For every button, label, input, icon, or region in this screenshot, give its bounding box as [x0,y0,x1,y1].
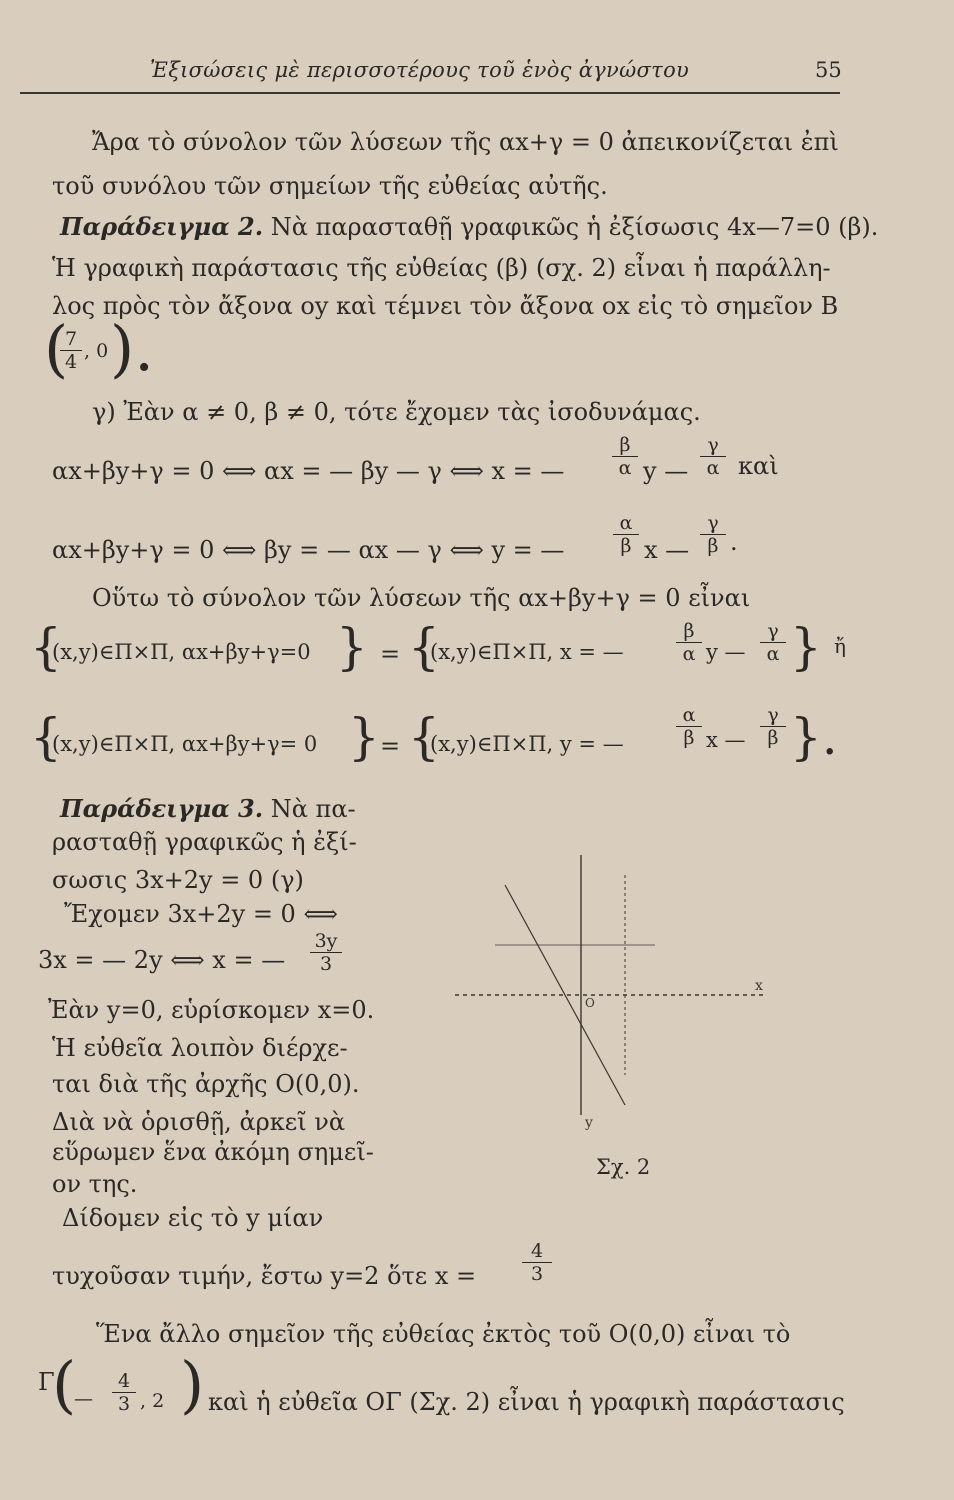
fraction-4-3: 4 3 [112,1370,136,1415]
paragraph-line: γ) Ἐὰν α ≠ 0, β ≠ 0, τότε ἔχομεν τὰς ἰσοδυνάμας. [92,398,701,426]
figure-2-graph [455,845,785,1145]
fraction-gamma-beta: γ β [700,512,726,557]
fraction-7-4: 7 4 [60,328,82,373]
paragraph-line: τοῦ συνόλου τῶν σημείων τῆς εὐθείας αὐτῆς. [52,172,608,200]
paragraph-line: Ἡ γραφικὴ παράστασις τῆς εὐθείας (β) (σχ. 2) εἶναι ἡ παράλλη- [52,254,831,282]
equivalence-2: αx+βy+γ = 0 ⟺ βy = — αx — γ ⟺ y = — [52,536,565,564]
book-page: Ἐξισώσεις μὲ περισσοτέρους τοῦ ἑνὸς ἀγνώστου 55 Ἄρα τὸ σύνολον τῶν λύσεων τῆς αx+γ = 0 ἀπεικονίζεται ἐπὶ τοῦ συνόλου τῶν σημείων τῆς εὐθείας αὐτῆς. Παράδειγμα 2. Νὰ παρασταθῇ γραφικῶς ἡ ἐξίσωσις 4x—7=0 (β). Ἡ γραφικὴ παράστασις τῆς εὐθείας (β) (σχ. 2) εἶναι ἡ παράλλη- λος πρὸς τὸν ἄξονα οy καὶ τέμνει τὸν ἄξονα οx εἰς τὸ σημεῖον Β ( 7 4 , 0 ). γ) Ἐὰν α ≠ 0, β ≠ 0, τότε ἔχομεν τὰς ἰσοδυνάμας. αx+βy+γ = 0 ⟺ αx = — βy — γ ⟺ x = — β α y — γ α καὶ αx+βy+γ = 0 ⟺ βy = — αx — γ ⟺ y = — α β x — γ β . Οὕτω τὸ σύνολον τῶν λύσεων τῆς αx+βy+γ = 0 εἶναι { (x,y)∈Π×Π, αx+βy+γ=0 } = { (x,y)∈Π×Π, x = — β α y — γ α } ἤ { (x,y)∈Π×Π, αx+βy+γ= 0 } = { (x,y)∈Π×Π, y = — α β x — γ β }. Παράδειγμα 3. Νὰ πα- ρασταθῇ γραφικῶς ἡ ἐξί- σωσις 3x+2y = 0 (γ) Ἔχομεν 3x+2y = 0 ⟺ 3x = — 2y ⟺ x = — 3y 3 Ἐὰν y=0, εὑρίσκομεν x=0. Ἡ εὐθεῖα λοιπὸν διέρχε- ται διὰ τῆς ἀρχῆς Ο(0,0). Διὰ νὰ ὁρισθῇ, ἀρκεῖ νὰ εὕρωμεν ἕνα ἀκόμη σημεῖ- ον της. Δίδομεν εἰς τὸ y μίαν τυχοῦσαν τιμήν, ἔστω y=2 ὅτε x = 4 3 Ἕνα ἄλλο σημεῖον τῆς εὐθείας ἐκτὸς τοῦ Ο(0,0) εἶναι τὸ Γ ( — 4 3 , 2 ) καὶ ἡ εὐθεῖα ΟΓ (Σχ. 2) εἶναι ἡ γραφικὴ παράστασις x y O Σχ. 2 [0,0,954,1500]
paragraph-line: τυχοῦσαν τιμήν, ἔστω y=2 ὅτε x = [52,1262,477,1290]
paragraph-line: λος πρὸς τὸν ἄξονα οy καὶ τέμνει τὸν ἄξονα οx εἰς τὸ σημεῖον Β [52,292,839,320]
fraction-beta-alpha: β α [612,434,638,479]
paragraph-line: Δίδομεν εἰς τὸ y μίαν [62,1204,324,1232]
paragraph-line: Ἄρα τὸ σύνολον τῶν λύσεων τῆς αx+γ = 0 ἀπεικονίζεται ἐπὶ [92,128,839,156]
paragraph-line: Διὰ νὰ ὁρισθῇ, ἀρκεῖ νὰ [52,1108,346,1136]
running-header: Ἐξισώσεις μὲ περισσοτέρους τοῦ ἑνὸς ἀγνώστου [150,58,690,82]
figure-caption: Σχ. 2 [596,1155,651,1179]
paragraph-line: Οὕτω τὸ σύνολον τῶν λύσεων τῆς αx+βy+γ = 0 εἶναι [92,584,751,612]
paragraph-line: ται διὰ τῆς ἀρχῆς Ο(0,0). [52,1070,360,1098]
fraction-alpha-beta: α β [613,512,639,557]
paragraph-line: Ἕνα ἄλλο σημεῖον τῆς εὐθείας ἐκτὸς τοῦ Ο(0,0) εἶναι τὸ [96,1320,791,1348]
example-3-label: Παράδειγμα 3. [60,794,264,823]
header-rule [20,92,840,94]
fraction-gamma-alpha: γ α [700,434,726,479]
paragraph-line: ρασταθῇ γραφικῶς ἡ ἐξί- [52,828,357,856]
fraction-3y-3: 3y 3 [310,930,342,975]
paragraph-line: Ἔχομεν 3x+2y = 0 ⟺ [64,900,338,928]
fraction-4-3: 4 3 [522,1240,552,1285]
x-axis-label: x [755,978,763,994]
example-3-line: Παράδειγμα 3. Νὰ πα- [60,794,356,823]
origin-label: O [585,996,595,1010]
paragraph-line: εὕρωμεν ἕνα ἀκόμη σημεῖ- [52,1138,374,1166]
paragraph-line: Ἐὰν y=0, εὑρίσκομεν x=0. [48,996,375,1024]
example-2-line [60,212,878,241]
paragraph-line: Ἡ εὐθεῖα λοιπὸν διέρχε- [52,1034,348,1062]
equivalence-1: αx+βy+γ = 0 ⟺ αx = — βy — γ ⟺ x = — [52,457,565,485]
paragraph-line: σωσις 3x+2y = 0 (γ) [52,866,304,894]
y-axis-label: y [585,1115,593,1131]
example-2-text: Νὰ παρασταθῇ γραφικῶς ἡ ἐξίσωσις 4x—7=0 (β). [263,213,879,241]
paragraph-line: ον της. [52,1170,138,1198]
paragraph-line: 3x = — 2y ⟺ x = — [38,946,286,974]
example-2-label: Παράδειγμα 2. [60,212,264,241]
page-number: 55 [815,58,842,82]
